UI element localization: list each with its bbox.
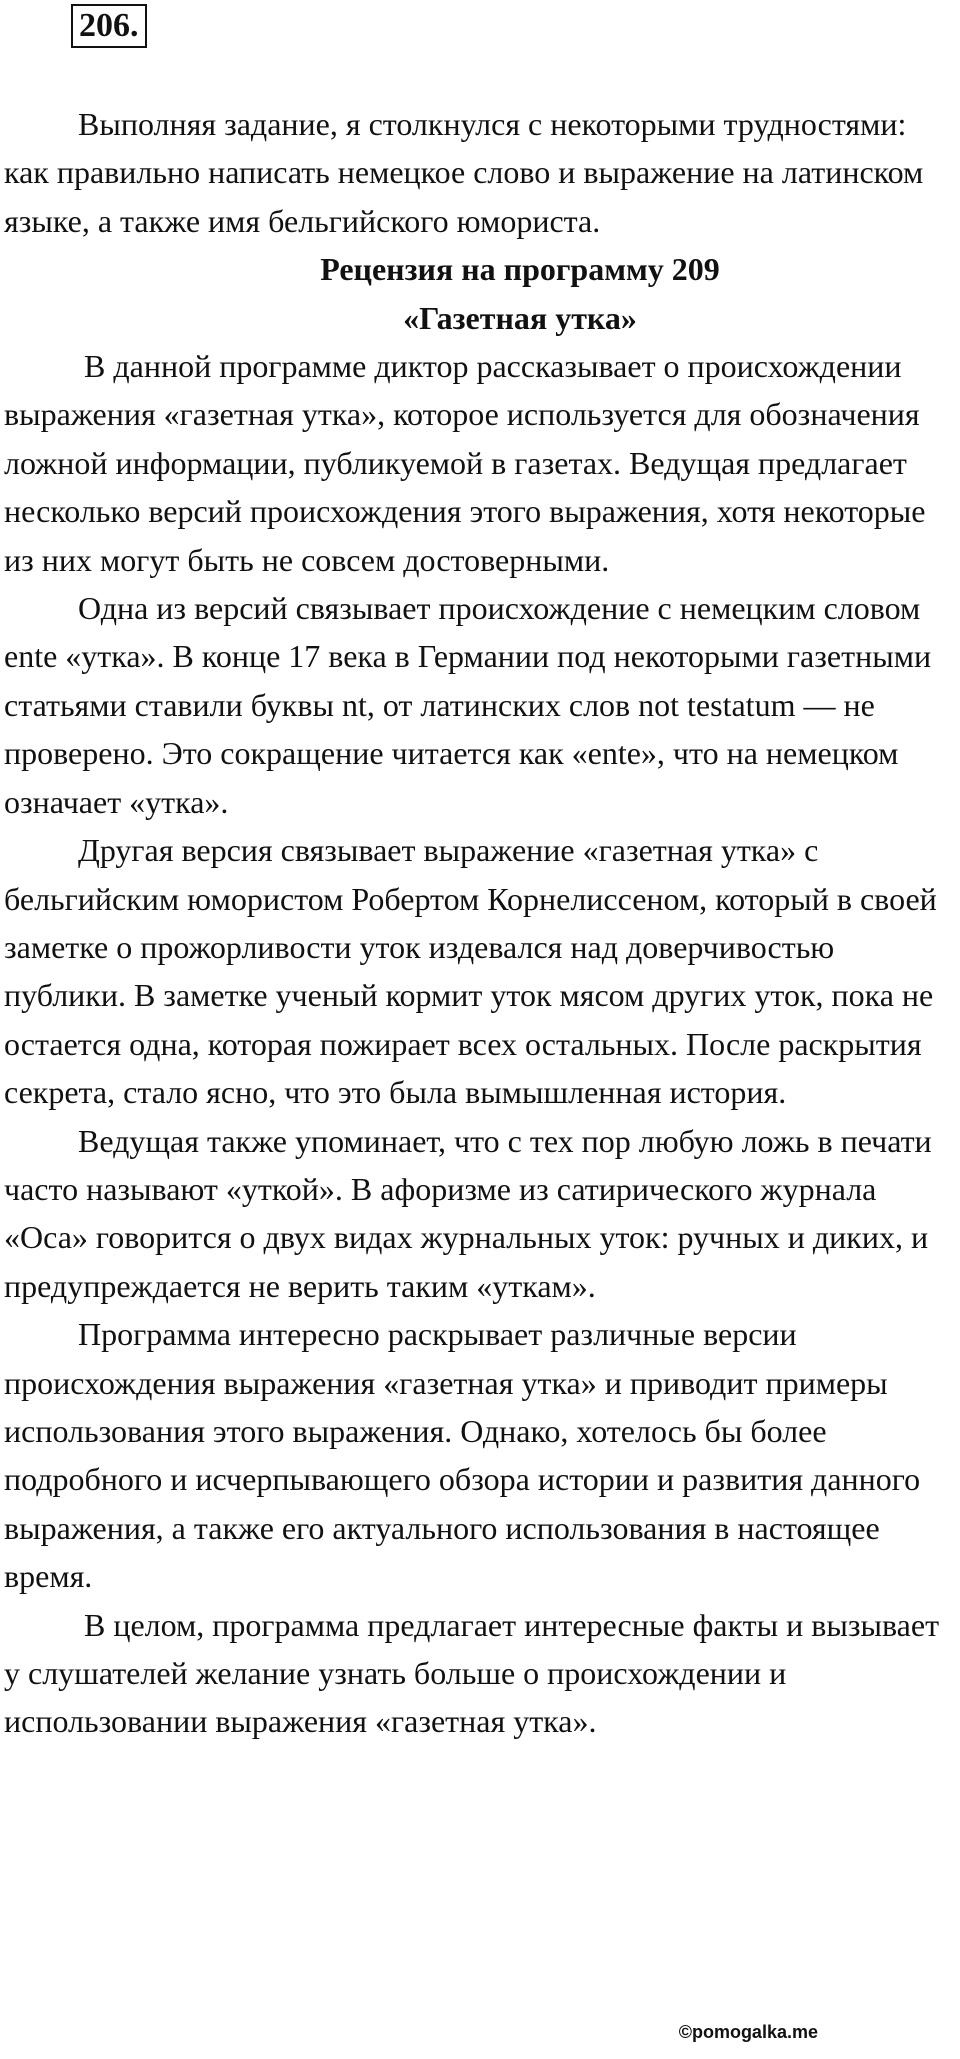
review-heading-line2: «Газетная утка» xyxy=(403,299,637,336)
watermark: ©pomogalka.me xyxy=(678,2022,818,2042)
paragraph-3: Другая версия связывает выражение «газетная утка» с бельгийским юмористом Робертом Корнелиссеном, который в своей заметке о прожорливости уток издевался над доверчивостью публики. В заметке ученый кормит уток мясом других уток, пока не остается одна, которая пожирает всех остальных. После раскрытия секрета, стало ясно, что это была вымышленная история. xyxy=(4,832,937,1111)
paragraph-1: В данной программе диктор рассказывает о происхождении выражения «газетная утка», которое используется для обозначения ложной информации, публикуемой в газетах. Ведущая предлагает несколько версий происхождения этого выражения, хотя некоторые из них могут быть не совсем достоверными. xyxy=(4,348,926,578)
review-heading-line1: Рецензия на программу 209 xyxy=(320,251,720,288)
paragraph-2: Одна из версий связывает происхождение с немецким словом ente «утка». В конце 17 века в Германии под некоторыми газетными статьями ставили буквы nt, от латинских слов not testatum — не проверено. Это сокращение читается как «ente», что на немецком означает «утка». xyxy=(4,590,932,820)
paragraph-4: Ведущая также упоминает, что с тех пор любую ложь в печати часто называют «уткой». В афоризме из сатирического журнала «Оса» говорится о двух видах журнальных уток: ручных и диких, и предупреждается не верить таким «уткам». xyxy=(4,1122,932,1304)
intro-paragraph: Выполняя задание, я столкнулся с некоторыми трудностями: как правильно написать немецкое слово и выражение на латинском языке, а также имя бельгийского юмориста. xyxy=(4,106,924,239)
task-number: 206. xyxy=(71,4,147,48)
document-body xyxy=(4,100,956,1746)
paragraph-5: Программа интересно раскрывает различные версии происхождения выражения «газетная утка» и приводит примеры использования этого выражения. Однако, хотелось бы более подробного и исчерпывающего обзора истории и развития данного выражения, а также его актуального использования в настоящее время. xyxy=(4,1316,921,1595)
paragraph-6: В целом, программа предлагает интересные факты и вызывает у слушателей желание узнать больше о происхождении и использовании выражения «газетная утка». xyxy=(4,1606,940,1740)
